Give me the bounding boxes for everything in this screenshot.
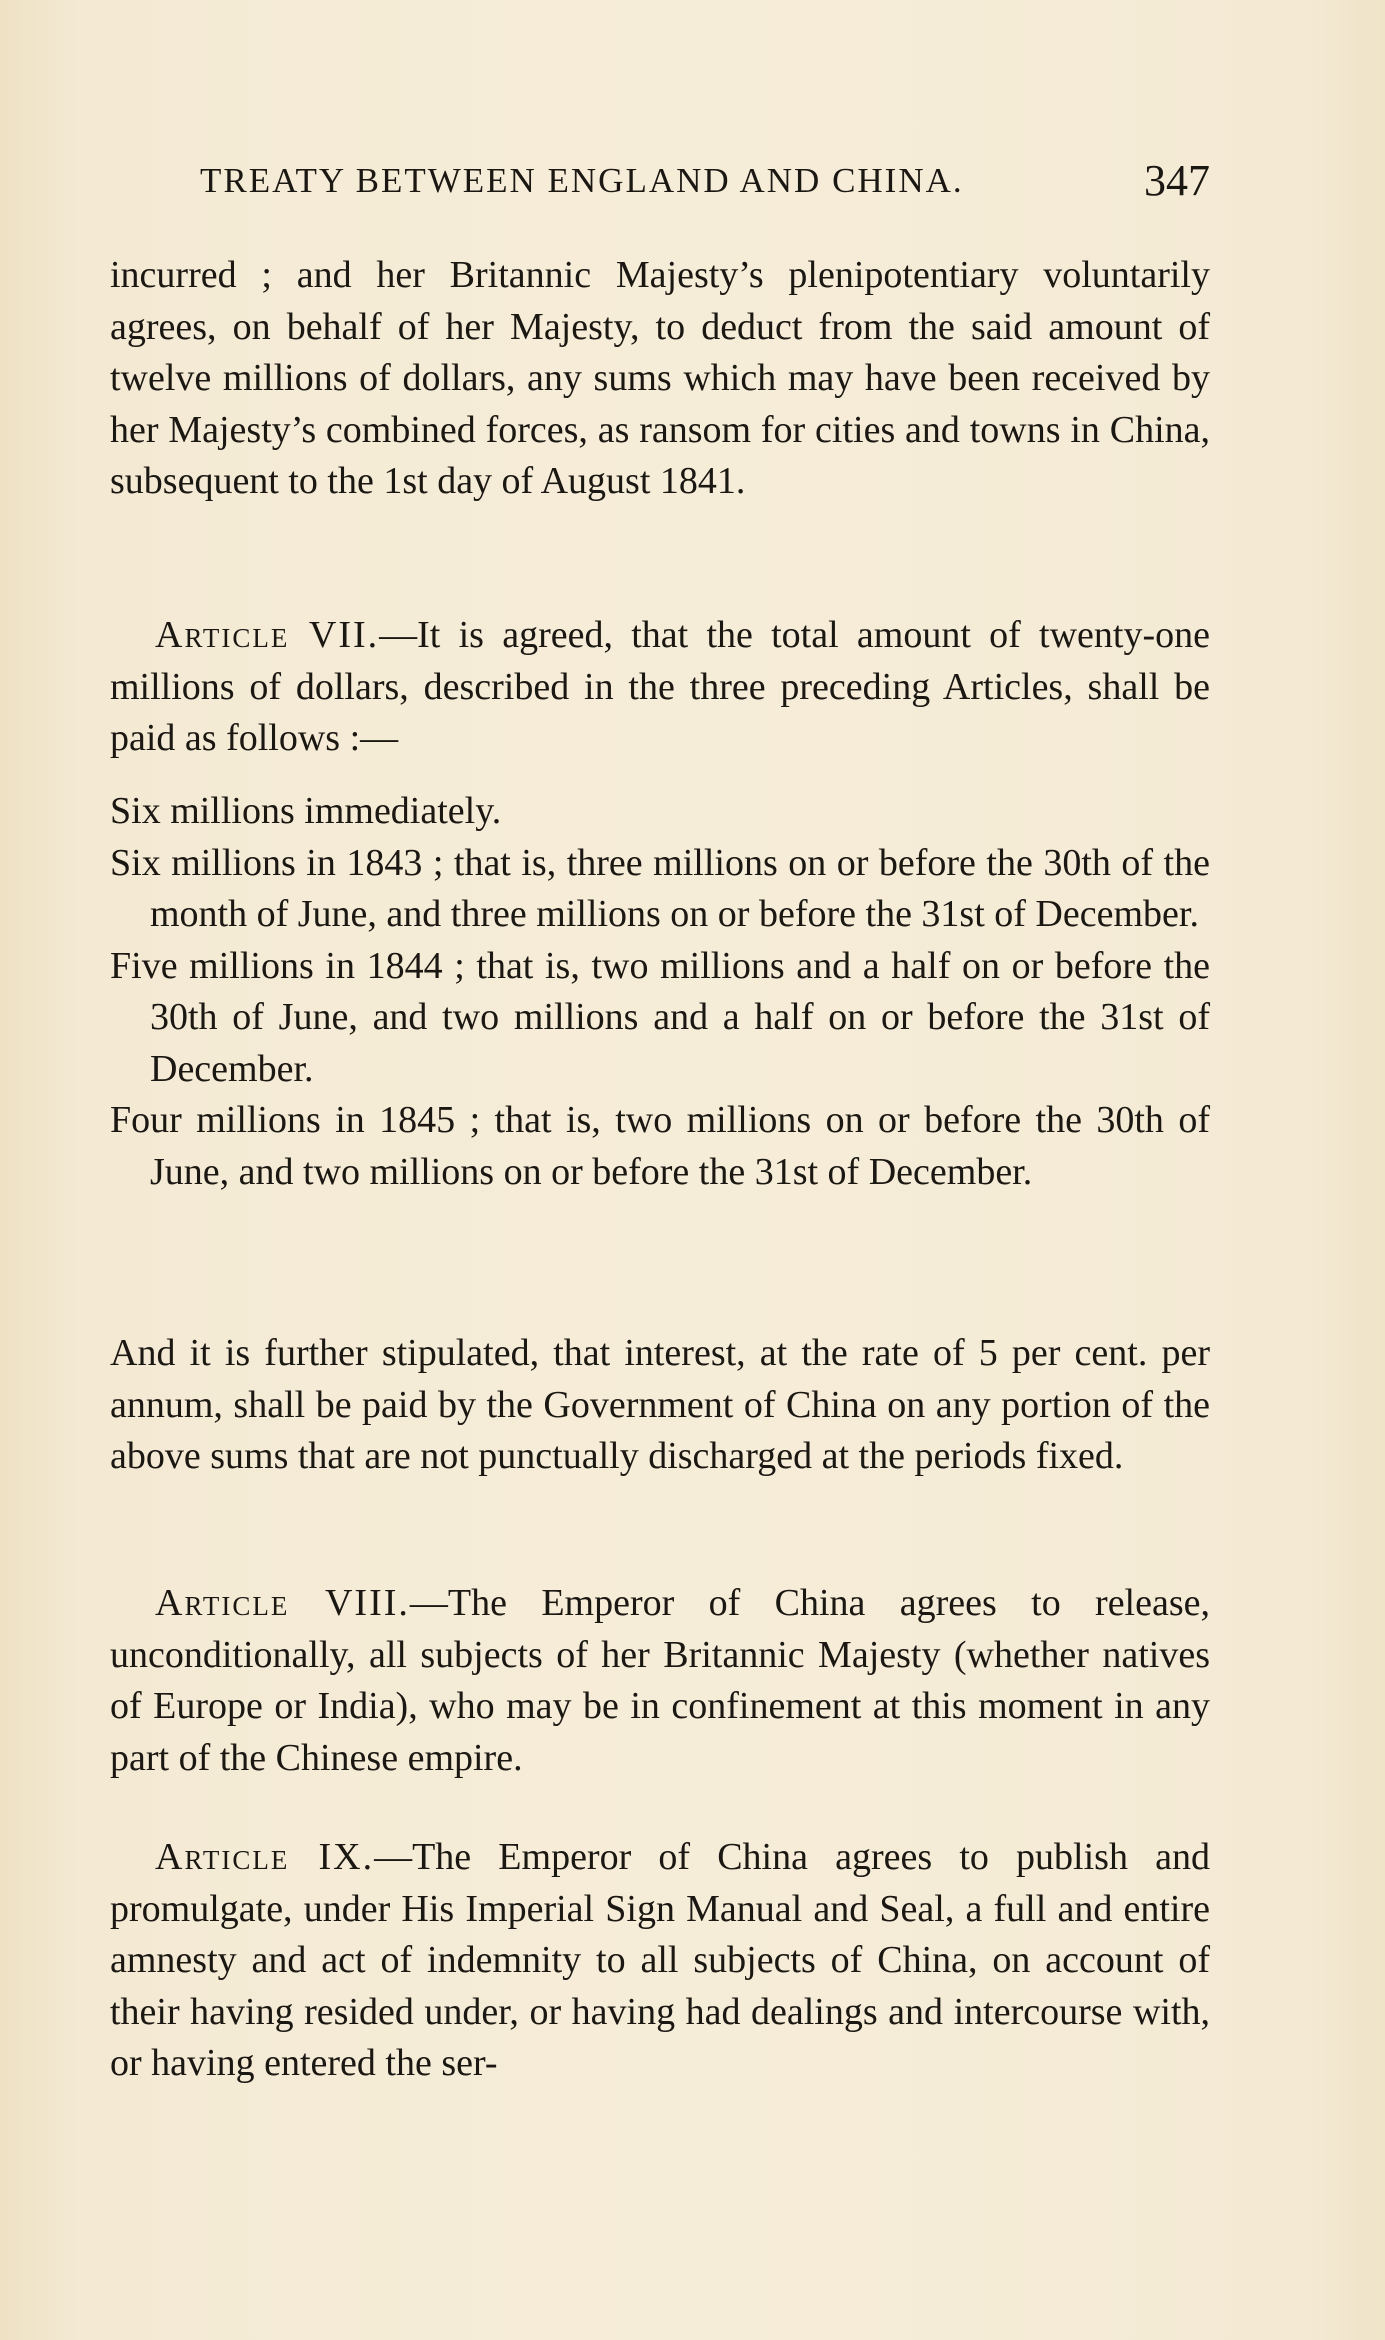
article-9-heading: Article IX. xyxy=(155,1836,375,1878)
article-8-paragraph xyxy=(110,1578,1210,1784)
article-7-text: —It is agreed, that the total amount of twenty-one millions of dollars, described in the three preceding Articles, shall be paid as follows :— xyxy=(110,614,1211,759)
running-head: TREATY BETWEEN ENGLAND AND CHINA. xyxy=(200,161,964,200)
paragraph-text: And it is further stipulated, that interest, at the rate of 5 per cent. per annum, shall be paid by the Government of China on any portion of the above sums that are not punctually discharged at the periods fixed. xyxy=(110,1332,1210,1477)
article-9-paragraph xyxy=(110,1832,1210,2090)
article-7-heading: Article VII. xyxy=(155,614,380,656)
payment-item: Four millions in 1845 ; that is, two millions on or before the 30th of June, and two millions on or before the 31st of December. xyxy=(110,1099,1210,1193)
payment-schedule xyxy=(110,786,1210,1198)
interest-paragraph xyxy=(110,1328,1210,1483)
article-9 xyxy=(110,1832,1210,2090)
article-8 xyxy=(110,1578,1210,1784)
continuation-paragraph xyxy=(110,250,1210,508)
payment-item: Six millions in 1843 ; that is, three millions on or before the 30th of the month of June, and three millions on or before the 31st of December. xyxy=(110,841,1210,935)
article-9-text: —The Emperor of China agrees to publish and promulgate, under His Imperial Sign Manual and Seal, a full and entire amnesty and act of indemnity to all subjects of China, on account of their having resided under, or having had dealings and intercourse with, or having entered the ser- xyxy=(110,1836,1210,2084)
payment-item: Six millions immediately. xyxy=(110,790,502,832)
page-number: 347 xyxy=(1144,156,1210,205)
article-7-paragraph xyxy=(110,610,1210,765)
article-8-heading: Article VIII. xyxy=(155,1582,410,1624)
payment-item: Five millions in 1844 ; that is, two millions and a half on or before the 30th of June, and two millions and a half on or before the 31st of December. xyxy=(110,944,1210,1090)
article-7 xyxy=(110,610,1210,765)
paragraph-text: incurred ; and her Britannic Majesty’s plenipotentiary voluntarily agrees, on behalf of her Majesty, to deduct from the said amount of twelve millions of dollars, any sums which may have been received by her Majesty’s combined forces, as ransom for cities and towns in China, subsequent to the 1st day of August 1841. xyxy=(110,254,1210,502)
article-8-text: —The Emperor of China agrees to release, unconditionally, all subjects of her Britannic Majesty (whether natives of Europe or India), who may be in confinement at this moment in any part of the Chinese empire. xyxy=(110,1582,1211,1779)
page-header xyxy=(110,155,1210,215)
